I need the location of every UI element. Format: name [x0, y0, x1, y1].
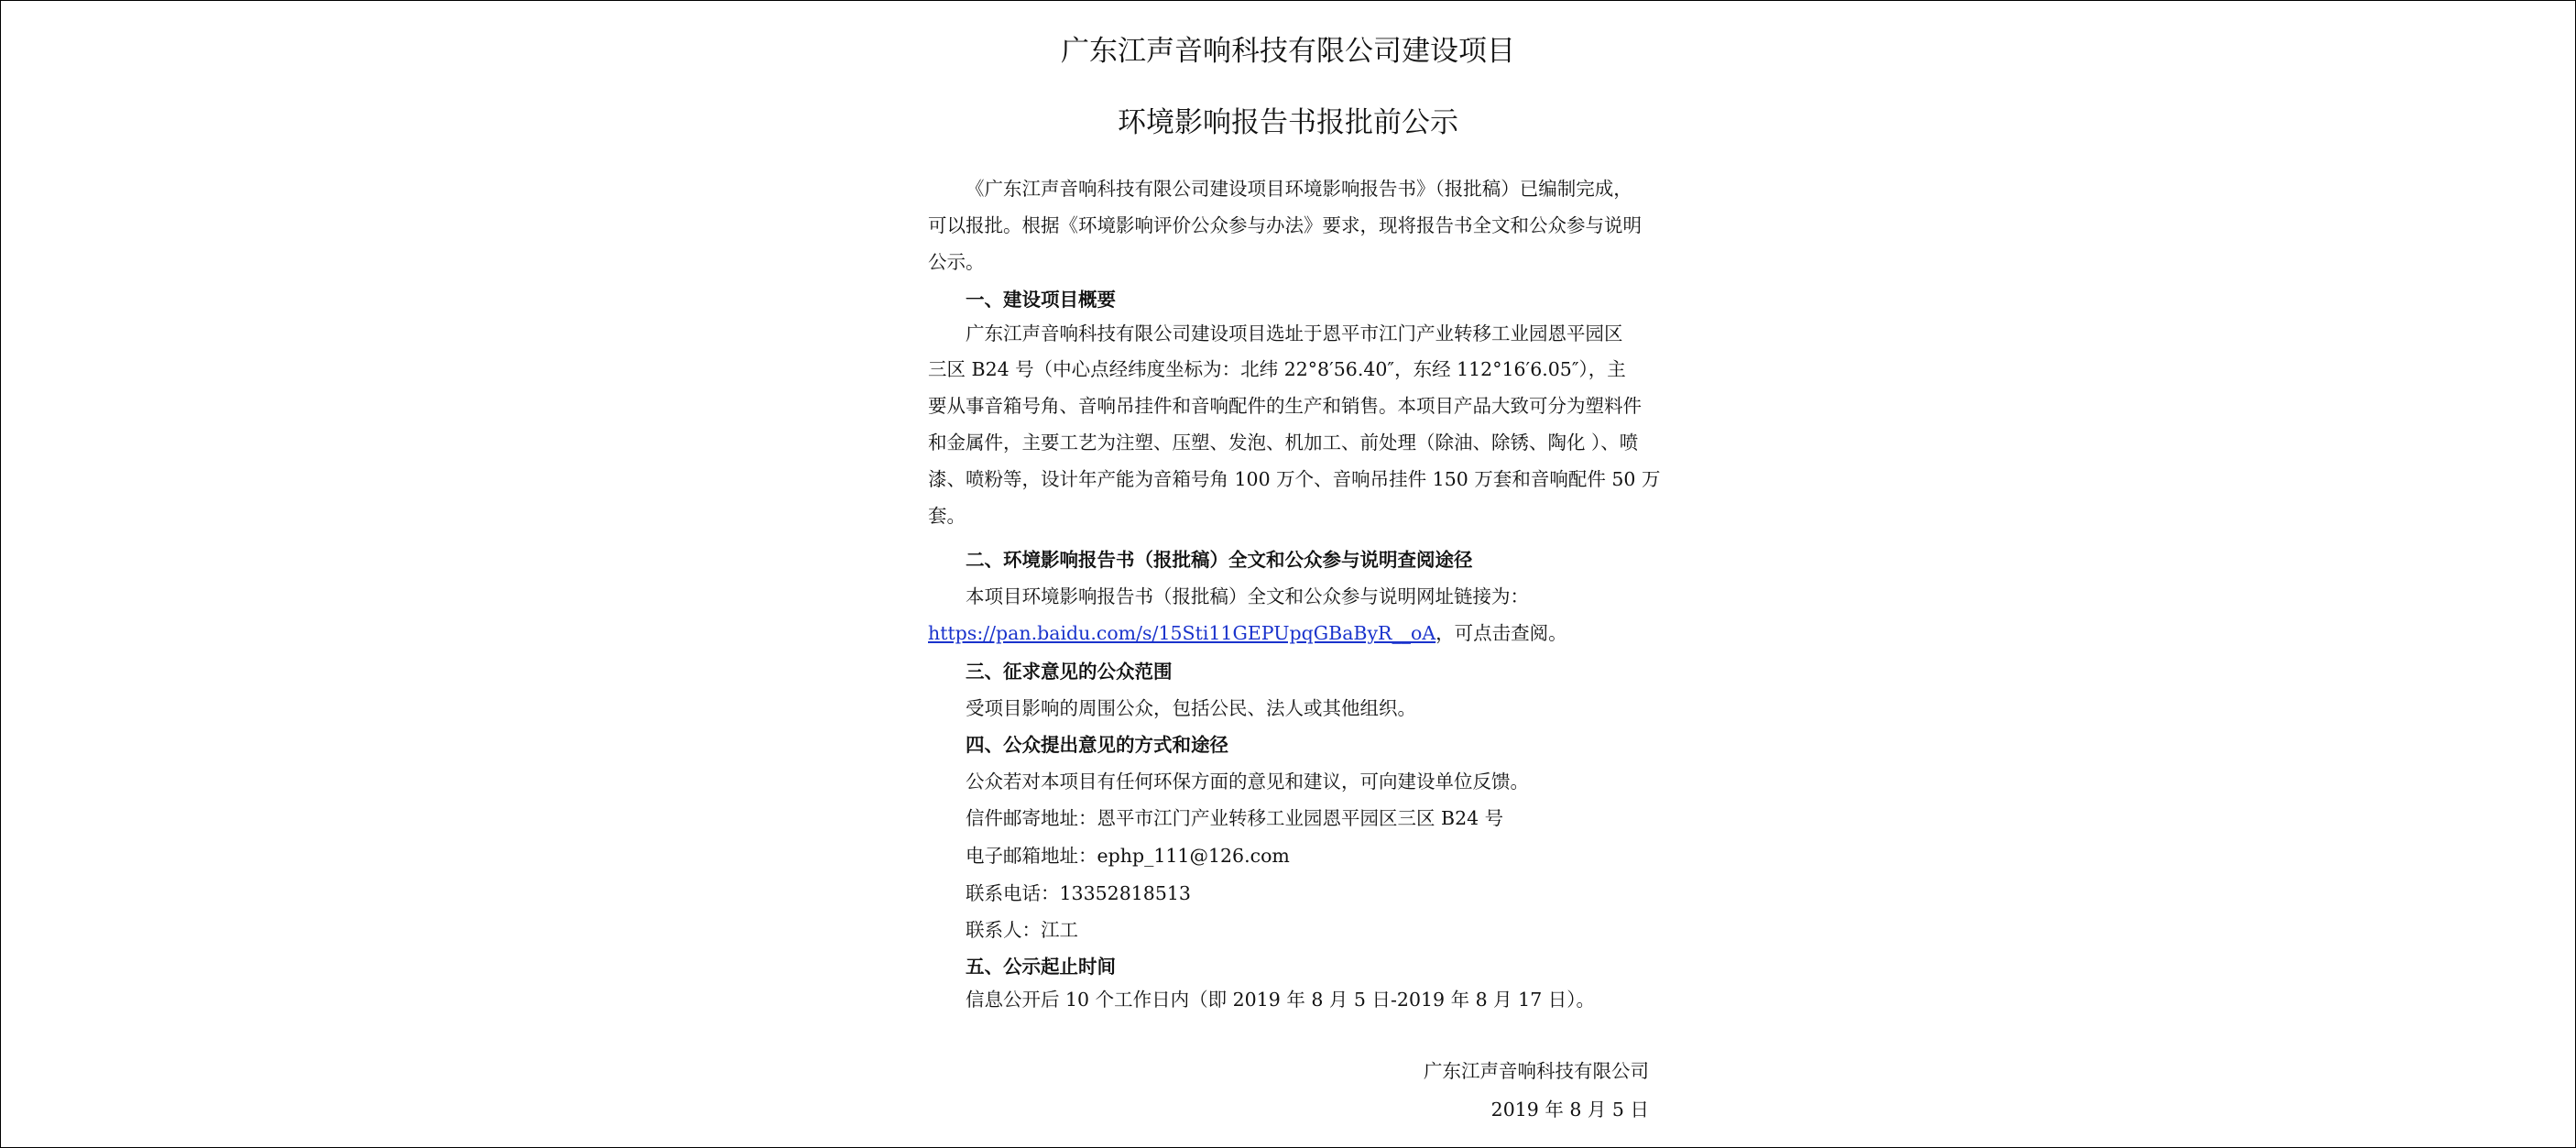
section1-line-4: 和金属件，主要工艺为注塑、压塑、发泡、机加工、前处理（除油、除锈、陶化 ）、喷	[928, 432, 1639, 454]
signature-date: 2019 年 8 月 5 日	[1490, 1099, 1649, 1121]
section5-line: 信息公开后 10 个工作日内（即 2019 年 8 月 5 日-2019 年 8 月 17 日）。	[966, 989, 1596, 1011]
section1-line-5: 漆、喷粉等，设计年产能为音箱号角 100 万个、音响吊挂件 150 万套和音响配件 50 万	[928, 468, 1661, 490]
section1-heading: 一、建设项目概要	[966, 289, 1116, 311]
contact-phone: 联系电话：13352818513	[966, 882, 1191, 904]
section2-line-1: 本项目环境影响报告书（报批稿）全文和公众参与说明网址链接为：	[966, 585, 1529, 607]
section2-after-link: ，可点击查阅。	[1435, 622, 1567, 644]
email-address: 电子邮箱地址：ephp_111@126.com	[966, 845, 1290, 867]
section3-heading: 三、征求意见的公众范围	[966, 661, 1173, 683]
contact-person: 联系人：江工	[966, 919, 1078, 941]
section2-link-line	[928, 618, 1567, 645]
section4-heading: 四、公众提出意见的方式和途径	[966, 734, 1228, 756]
document-subtitle: 环境影响报告书报批前公示	[1118, 106, 1458, 139]
mail-address: 信件邮寄地址：恩平市江门产业转移工业园恩平园区三区 B24 号	[966, 807, 1504, 829]
report-download-link[interactable]: https://pan.baidu.com/s/15Sti11GEPUpqGBaByR__oA	[928, 622, 1436, 644]
intro-line-1: 《广东江声音响科技有限公司建设项目环境影响报告书》（报批稿）已编制完成，	[966, 178, 1632, 200]
section2-heading: 二、环境影响报告书（报批稿）全文和公众参与说明查阅途径	[966, 549, 1473, 571]
document-title: 广东江声音响科技有限公司建设项目	[1061, 35, 1515, 68]
intro-line-2: 可以报批。根据《环境影响评价公众参与办法》要求，现将报告书全文和公众参与说明	[928, 214, 1642, 236]
signature-company: 广东江声音响科技有限公司	[1424, 1060, 1649, 1082]
section1-line-1: 广东江声音响科技有限公司建设项目选址于恩平市江门产业转移工业园恩平园区	[966, 323, 1623, 344]
intro-line-3: 公示。	[928, 251, 985, 273]
section1-line-3: 要从事音箱号角、音响吊挂件和音响配件的生产和销售。本项目产品大致可分为塑料件	[928, 395, 1642, 417]
section4-line: 公众若对本项目有任何环保方面的意见和建议，可向建设单位反馈。	[966, 771, 1529, 793]
section5-heading: 五、公示起止时间	[966, 956, 1116, 978]
section1-line-2: 三区 B24 号（中心点经纬度坐标为：北纬 22°8′56.40″，东经 112°16′6.05″），主	[928, 358, 1626, 380]
section3-line: 受项目影响的周围公众，包括公民、法人或其他组织。	[966, 697, 1416, 719]
section1-line-6: 套。	[928, 505, 966, 527]
